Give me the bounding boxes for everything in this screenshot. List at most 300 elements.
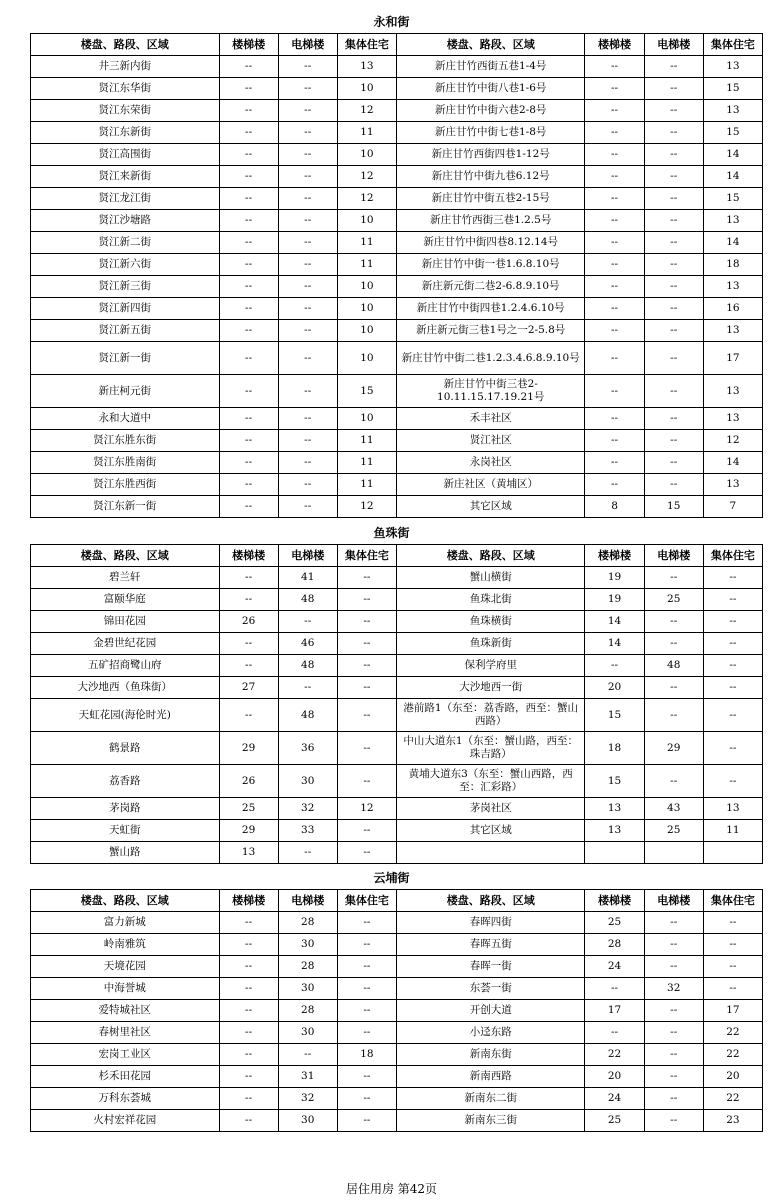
count-cell: 15 — [644, 496, 703, 518]
area-name-cell: 蟹山横街 — [396, 567, 585, 589]
area-name-cell: 新庄甘竹中街七巷1-8号 — [396, 122, 585, 144]
area-name-cell: 新庄柯元街 — [31, 375, 220, 408]
count-cell: -- — [337, 820, 396, 842]
area-name-cell: 春晖五街 — [396, 934, 585, 956]
count-cell: -- — [278, 408, 337, 430]
count-cell: 26 — [219, 611, 278, 633]
count-cell: -- — [644, 934, 703, 956]
count-cell: -- — [219, 320, 278, 342]
area-name-cell: 贤江东新街 — [31, 122, 220, 144]
header-row — [31, 34, 763, 56]
count-cell: -- — [644, 408, 703, 430]
count-cell: -- — [219, 496, 278, 518]
count-cell: -- — [644, 1088, 703, 1110]
count-cell: -- — [703, 567, 762, 589]
area-name-cell: 碧兰轩 — [31, 567, 220, 589]
header-row — [31, 545, 763, 567]
count-cell: -- — [644, 342, 703, 375]
area-name-cell: 贤江东胜东街 — [31, 430, 220, 452]
count-cell: 30 — [278, 765, 337, 798]
area-name-cell: 新庄甘竹中街九巷6.12号 — [396, 166, 585, 188]
area-name-cell: 贤江新五街 — [31, 320, 220, 342]
area-name-cell: 天虹街 — [31, 820, 220, 842]
count-cell: -- — [703, 978, 762, 1000]
count-cell: 25 — [644, 820, 703, 842]
count-cell: -- — [644, 100, 703, 122]
area-name-cell: 井三新内街 — [31, 56, 220, 78]
count-cell: -- — [219, 122, 278, 144]
count-cell: 29 — [219, 820, 278, 842]
column-header: 集体住宅 — [703, 34, 762, 56]
count-cell: 10 — [337, 78, 396, 100]
count-cell: 11 — [337, 474, 396, 496]
column-header: 楼盘、路段、区域 — [31, 890, 220, 912]
count-cell: 12 — [337, 100, 396, 122]
count-cell: 30 — [278, 1110, 337, 1132]
column-header: 电梯楼 — [278, 545, 337, 567]
count-cell: 12 — [703, 430, 762, 452]
count-cell: 28 — [278, 912, 337, 934]
housing-table — [30, 544, 763, 864]
count-cell: 20 — [585, 677, 644, 699]
count-cell: -- — [278, 100, 337, 122]
area-name-cell: 东荟一街 — [396, 978, 585, 1000]
count-cell: -- — [219, 699, 278, 732]
area-name-cell: 锦田花园 — [31, 611, 220, 633]
count-cell: -- — [219, 408, 278, 430]
area-name-cell: 鹤景路 — [31, 732, 220, 765]
column-header: 集体住宅 — [337, 545, 396, 567]
count-cell: 25 — [644, 589, 703, 611]
count-cell: 10 — [337, 342, 396, 375]
area-name-cell: 小迳东路 — [396, 1022, 585, 1044]
count-cell: 31 — [278, 1066, 337, 1088]
count-cell: 13 — [703, 100, 762, 122]
area-name-cell: 新南东三街 — [396, 1110, 585, 1132]
count-cell: -- — [278, 496, 337, 518]
count-cell: -- — [219, 1066, 278, 1088]
count-cell: 18 — [585, 732, 644, 765]
count-cell: 28 — [585, 934, 644, 956]
count-cell: -- — [644, 122, 703, 144]
table-row — [31, 474, 763, 496]
area-name-cell: 茅岗路 — [31, 798, 220, 820]
area-name-cell: 火村宏祥花园 — [31, 1110, 220, 1132]
column-header: 集体住宅 — [337, 34, 396, 56]
count-cell: 15 — [585, 765, 644, 798]
area-name-cell: 富力新城 — [31, 912, 220, 934]
count-cell: 22 — [585, 1044, 644, 1066]
table-row — [31, 934, 763, 956]
count-cell: 46 — [278, 633, 337, 655]
count-cell: -- — [337, 765, 396, 798]
area-name-cell: 贤江龙江街 — [31, 188, 220, 210]
count-cell: 10 — [337, 408, 396, 430]
count-cell: 17 — [703, 342, 762, 375]
count-cell: -- — [337, 732, 396, 765]
count-cell: 22 — [703, 1022, 762, 1044]
count-cell: -- — [644, 912, 703, 934]
count-cell: 13 — [219, 842, 278, 864]
count-cell: -- — [278, 232, 337, 254]
area-name-cell: 荔香路 — [31, 765, 220, 798]
count-cell: -- — [219, 375, 278, 408]
area-name-cell: 新南东二街 — [396, 1088, 585, 1110]
count-cell: -- — [585, 320, 644, 342]
count-cell: -- — [219, 1088, 278, 1110]
count-cell: -- — [219, 912, 278, 934]
column-header: 电梯楼 — [644, 545, 703, 567]
count-cell: -- — [585, 254, 644, 276]
count-cell: 23 — [703, 1110, 762, 1132]
count-cell: 27 — [219, 677, 278, 699]
table-row — [31, 78, 763, 100]
count-cell: 15 — [703, 78, 762, 100]
area-name-cell: 万科东荟城 — [31, 1088, 220, 1110]
count-cell: -- — [337, 1022, 396, 1044]
count-cell: -- — [703, 956, 762, 978]
column-header: 电梯楼 — [644, 34, 703, 56]
count-cell: 13 — [703, 276, 762, 298]
count-cell: 13 — [703, 798, 762, 820]
count-cell: 10 — [337, 298, 396, 320]
table-row — [31, 978, 763, 1000]
count-cell: -- — [585, 166, 644, 188]
section-title: 鱼珠街 — [373, 526, 410, 540]
area-name-cell: 五矿招商鹭山府 — [31, 655, 220, 677]
area-name-cell: 新南西路 — [396, 1066, 585, 1088]
table-row — [31, 210, 763, 232]
count-cell: -- — [644, 677, 703, 699]
column-header: 电梯楼 — [644, 890, 703, 912]
count-cell: 33 — [278, 820, 337, 842]
table-row — [31, 912, 763, 934]
page-footer: 居住用房 第42页 — [345, 1182, 438, 1196]
count-cell: -- — [278, 78, 337, 100]
count-cell: 8 — [585, 496, 644, 518]
count-cell: -- — [278, 188, 337, 210]
area-name-cell: 大沙地西一街 — [396, 677, 585, 699]
count-cell: -- — [278, 56, 337, 78]
count-cell: 10 — [337, 276, 396, 298]
count-cell: -- — [644, 699, 703, 732]
count-cell: -- — [703, 633, 762, 655]
table-row — [31, 56, 763, 78]
count-cell: 22 — [703, 1044, 762, 1066]
table-row — [31, 276, 763, 298]
count-cell: -- — [219, 1000, 278, 1022]
count-cell: 32 — [278, 1088, 337, 1110]
count-cell: 24 — [585, 956, 644, 978]
count-cell: 13 — [703, 210, 762, 232]
count-cell: -- — [337, 956, 396, 978]
count-cell: -- — [219, 232, 278, 254]
area-name-cell: 新庄甘竹中街五巷2-15号 — [396, 188, 585, 210]
count-cell: -- — [703, 589, 762, 611]
count-cell: -- — [278, 166, 337, 188]
table-row — [31, 1088, 763, 1110]
count-cell: -- — [644, 254, 703, 276]
area-name-cell: 贤江沙塘路 — [31, 210, 220, 232]
count-cell: -- — [703, 677, 762, 699]
count-cell: -- — [219, 474, 278, 496]
column-header: 楼梯楼 — [585, 34, 644, 56]
count-cell: 14 — [703, 232, 762, 254]
count-cell: -- — [644, 166, 703, 188]
count-cell: 12 — [337, 166, 396, 188]
count-cell: 13 — [337, 56, 396, 78]
table-row — [31, 144, 763, 166]
count-cell: -- — [278, 342, 337, 375]
count-cell: -- — [644, 375, 703, 408]
area-name-cell: 杉禾田花园 — [31, 1066, 220, 1088]
count-cell: -- — [219, 1044, 278, 1066]
count-cell: 30 — [278, 1022, 337, 1044]
count-cell: 16 — [703, 298, 762, 320]
count-cell: -- — [644, 210, 703, 232]
table-row — [31, 298, 763, 320]
count-cell: -- — [278, 1044, 337, 1066]
area-name-cell: 保利学府里 — [396, 655, 585, 677]
count-cell: 48 — [278, 589, 337, 611]
count-cell: -- — [644, 1022, 703, 1044]
area-name-cell: 永岗社区 — [396, 452, 585, 474]
count-cell: 12 — [337, 798, 396, 820]
area-name-cell: 新庄甘竹中街四巷8.12.14号 — [396, 232, 585, 254]
table-row — [31, 842, 763, 864]
count-cell: -- — [644, 1066, 703, 1088]
area-name-cell: 金碧世纪花园 — [31, 633, 220, 655]
area-name-cell: 贤江新三街 — [31, 276, 220, 298]
table-row — [31, 567, 763, 589]
count-cell: 14 — [703, 144, 762, 166]
count-cell: 13 — [703, 56, 762, 78]
area-name-cell: 新庄新元街二巷2-6.8.9.10号 — [396, 276, 585, 298]
count-cell: -- — [644, 430, 703, 452]
table-row — [31, 166, 763, 188]
count-cell: 41 — [278, 567, 337, 589]
count-cell: -- — [337, 912, 396, 934]
count-cell: 11 — [337, 254, 396, 276]
area-name-cell: 大沙地西（鱼珠街） — [31, 677, 220, 699]
count-cell: -- — [219, 452, 278, 474]
count-cell: 13 — [585, 820, 644, 842]
table-row — [31, 100, 763, 122]
count-cell: 29 — [219, 732, 278, 765]
table-row — [31, 633, 763, 655]
count-cell: -- — [219, 188, 278, 210]
column-header: 楼盘、路段、区域 — [396, 890, 585, 912]
count-cell: -- — [703, 655, 762, 677]
count-cell: -- — [585, 56, 644, 78]
count-cell: -- — [644, 452, 703, 474]
area-name-cell: 贤江东新一街 — [31, 496, 220, 518]
count-cell — [703, 842, 762, 864]
area-name-cell: 茅岗社区 — [396, 798, 585, 820]
area-name-cell: 新庄甘竹中街八巷1-6号 — [396, 78, 585, 100]
table-row — [31, 956, 763, 978]
count-cell: -- — [278, 122, 337, 144]
count-cell: -- — [337, 633, 396, 655]
count-cell: -- — [219, 100, 278, 122]
count-cell: 14 — [585, 633, 644, 655]
count-cell: 28 — [278, 1000, 337, 1022]
count-cell: 25 — [585, 1110, 644, 1132]
area-name-cell: 新庄甘竹中街一巷1.6.8.10号 — [396, 254, 585, 276]
area-name-cell: 春晖一街 — [396, 956, 585, 978]
count-cell: 28 — [278, 956, 337, 978]
count-cell: 11 — [337, 232, 396, 254]
count-cell: -- — [585, 122, 644, 144]
table-row — [31, 820, 763, 842]
count-cell: 32 — [278, 798, 337, 820]
count-cell: -- — [703, 912, 762, 934]
count-cell: -- — [644, 611, 703, 633]
area-name-cell: 贤江社区 — [396, 430, 585, 452]
count-cell: 11 — [337, 430, 396, 452]
area-name-cell: 天虹花园(海伦时光) — [31, 699, 220, 732]
count-cell: -- — [219, 210, 278, 232]
count-cell: -- — [585, 452, 644, 474]
count-cell: -- — [585, 342, 644, 375]
count-cell: -- — [337, 1066, 396, 1088]
count-cell: 18 — [337, 1044, 396, 1066]
count-cell: -- — [278, 276, 337, 298]
count-cell: 32 — [644, 978, 703, 1000]
area-name-cell: 鱼珠北街 — [396, 589, 585, 611]
area-name-cell: 新庄甘竹中街六巷2-8号 — [396, 100, 585, 122]
count-cell: -- — [337, 655, 396, 677]
count-cell: 13 — [703, 320, 762, 342]
area-name-cell: 新庄甘竹西街四巷1-12号 — [396, 144, 585, 166]
count-cell: 22 — [703, 1088, 762, 1110]
count-cell: -- — [278, 677, 337, 699]
count-cell: -- — [644, 474, 703, 496]
count-cell: -- — [337, 934, 396, 956]
count-cell: 11 — [337, 452, 396, 474]
count-cell: 11 — [703, 820, 762, 842]
count-cell: -- — [703, 732, 762, 765]
count-cell: 15 — [703, 188, 762, 210]
header-row — [31, 890, 763, 912]
count-cell: 19 — [585, 567, 644, 589]
count-cell: -- — [278, 254, 337, 276]
column-header: 楼盘、路段、区域 — [31, 545, 220, 567]
count-cell: 11 — [337, 122, 396, 144]
count-cell: 48 — [278, 655, 337, 677]
count-cell: -- — [219, 655, 278, 677]
area-name-cell: 中海誉城 — [31, 978, 220, 1000]
area-name-cell: 贤江新四街 — [31, 298, 220, 320]
count-cell: 14 — [703, 166, 762, 188]
area-name-cell: 蟹山路 — [31, 842, 220, 864]
count-cell: -- — [219, 589, 278, 611]
count-cell: -- — [219, 78, 278, 100]
area-name-cell: 中山大道东1（东至：蟹山路，西至：珠吉路） — [396, 732, 585, 765]
table-row — [31, 611, 763, 633]
table-row — [31, 375, 763, 408]
area-name-cell: 爱特城社区 — [31, 1000, 220, 1022]
count-cell: -- — [644, 1000, 703, 1022]
count-cell: -- — [644, 78, 703, 100]
column-header: 楼梯楼 — [219, 545, 278, 567]
count-cell: -- — [219, 956, 278, 978]
table-row — [31, 496, 763, 518]
column-header: 楼梯楼 — [585, 545, 644, 567]
area-name-cell: 新庄甘竹西街五巷1-4号 — [396, 56, 585, 78]
count-cell: -- — [337, 978, 396, 1000]
count-cell: -- — [219, 1022, 278, 1044]
column-header: 楼盘、路段、区域 — [396, 545, 585, 567]
count-cell: -- — [644, 56, 703, 78]
count-cell: -- — [585, 188, 644, 210]
count-cell: -- — [219, 166, 278, 188]
area-name-cell: 新庄甘竹中街三巷2-10.11.15.17.19.21号 — [396, 375, 585, 408]
count-cell: 12 — [337, 188, 396, 210]
count-cell: -- — [585, 144, 644, 166]
count-cell: 10 — [337, 210, 396, 232]
count-cell: -- — [585, 276, 644, 298]
count-cell: -- — [219, 934, 278, 956]
count-cell: -- — [644, 320, 703, 342]
count-cell: -- — [337, 589, 396, 611]
count-cell: 10 — [337, 320, 396, 342]
column-header: 楼梯楼 — [585, 890, 644, 912]
count-cell: -- — [585, 655, 644, 677]
count-cell: -- — [278, 320, 337, 342]
count-cell: -- — [585, 430, 644, 452]
area-name-cell: 贤江东胜南街 — [31, 452, 220, 474]
count-cell: -- — [585, 100, 644, 122]
table-row — [31, 232, 763, 254]
column-header: 电梯楼 — [278, 34, 337, 56]
count-cell: -- — [585, 210, 644, 232]
count-cell: 17 — [585, 1000, 644, 1022]
column-header: 楼梯楼 — [219, 890, 278, 912]
count-cell: -- — [337, 677, 396, 699]
area-name-cell: 贤江东华街 — [31, 78, 220, 100]
table-row — [31, 122, 763, 144]
column-header: 楼梯楼 — [219, 34, 278, 56]
count-cell: -- — [278, 375, 337, 408]
area-name-cell: 其它区域 — [396, 496, 585, 518]
count-cell: 13 — [703, 474, 762, 496]
area-name-cell: 新南东街 — [396, 1044, 585, 1066]
count-cell: -- — [219, 254, 278, 276]
area-name-cell: 宏岗工业区 — [31, 1044, 220, 1066]
count-cell: 48 — [644, 655, 703, 677]
table-row — [31, 732, 763, 765]
area-name-cell: 其它区域 — [396, 820, 585, 842]
count-cell: 30 — [278, 978, 337, 1000]
count-cell: 13 — [703, 375, 762, 408]
count-cell: -- — [644, 276, 703, 298]
count-cell: 36 — [278, 732, 337, 765]
count-cell: 18 — [703, 254, 762, 276]
count-cell: -- — [337, 611, 396, 633]
column-header: 电梯楼 — [278, 890, 337, 912]
count-cell: -- — [278, 210, 337, 232]
area-name-cell: 贤江东荣街 — [31, 100, 220, 122]
table-row — [31, 1022, 763, 1044]
table-row — [31, 320, 763, 342]
count-cell: -- — [219, 342, 278, 375]
count-cell: -- — [644, 298, 703, 320]
area-name-cell: 鱼珠横街 — [396, 611, 585, 633]
area-name-cell: 贤江新二街 — [31, 232, 220, 254]
count-cell: -- — [703, 699, 762, 732]
count-cell: -- — [278, 474, 337, 496]
